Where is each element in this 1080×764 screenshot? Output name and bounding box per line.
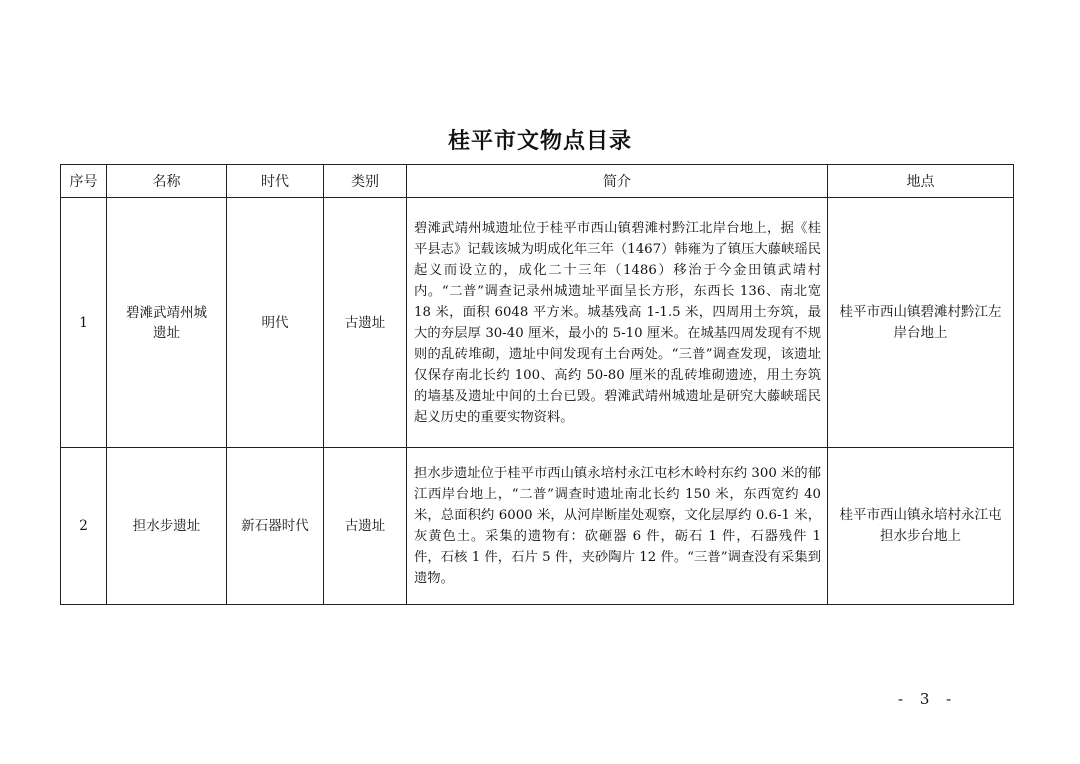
header-description: 简介 xyxy=(407,165,828,198)
heritage-catalog-table xyxy=(60,164,1014,605)
row-era: 明代 xyxy=(227,198,324,448)
header-category: 类别 xyxy=(324,165,407,198)
row-description: 担水步遗址位于桂平市西山镇永培村永江屯杉木岭村东约 300 米的郁江西岸台地上，“二普”调查时遗址南北长约 150 米，东西宽约 40 米，总面积约 6000 米，从河岸断崖处观察，文化层厚约 0.6-1 米，灰黄色土。采集的遗物有：砍砸器 6 件，砺石 1 件，石器残件 1 件，石核 1 件，石片 5 件，夹砂陶片 12 件。“三普”调查没有采集到遗物。 xyxy=(407,448,828,605)
row-index: 2 xyxy=(61,448,107,605)
header-location: 地点 xyxy=(828,165,1014,198)
table-row xyxy=(61,198,1014,448)
row-category: 古遗址 xyxy=(324,448,407,605)
row-name: 碧滩武靖州城遗址 xyxy=(107,198,227,448)
row-category: 古遗址 xyxy=(324,198,407,448)
row-location: 桂平市西山镇碧滩村黔江左岸台地上 xyxy=(828,198,1014,448)
page-title: 桂平市文物点目录 xyxy=(447,129,632,154)
table-row xyxy=(61,448,1014,605)
row-description: 碧滩武靖州城遗址位于桂平市西山镇碧滩村黔江北岸台地上，据《桂平县志》记载该城为明成化年三年（1467）韩雍为了镇压大藤峡瑶民起义而设立的，成化二十三年（1486）移治于今金田镇武靖村内。“二普”调查记录州城遗址平面呈长方形，东西长 136、南北宽 18 米，面积 6048 平方米。城基残高 1-1.5 米，四周用土夯筑，最大的夯层厚 30-40 厘米，最小的 5-10 厘米。在城基四周发现有不规则的乱砖堆砌，遗址中间发现有土台两处。“三普”调查发现，该遗址仅保存南北长约 100、高约 50-80 厘米的乱砖堆砌遗迹，用土夯筑的墙基及遗址中间的土台已毁。碧滩武靖州城遗址是研究大藤峡瑶民起义历史的重要实物资料。 xyxy=(407,198,828,448)
header-index: 序号 xyxy=(61,165,107,198)
header-era: 时代 xyxy=(227,165,324,198)
table-header-row xyxy=(61,165,1014,198)
page-number: - 3 - xyxy=(898,690,958,708)
header-name: 名称 xyxy=(107,165,227,198)
row-location: 桂平市西山镇永培村永江屯担水步台地上 xyxy=(828,448,1014,605)
row-name: 担水步遗址 xyxy=(107,448,227,605)
row-era: 新石器时代 xyxy=(227,448,324,605)
row-index: 1 xyxy=(61,198,107,448)
